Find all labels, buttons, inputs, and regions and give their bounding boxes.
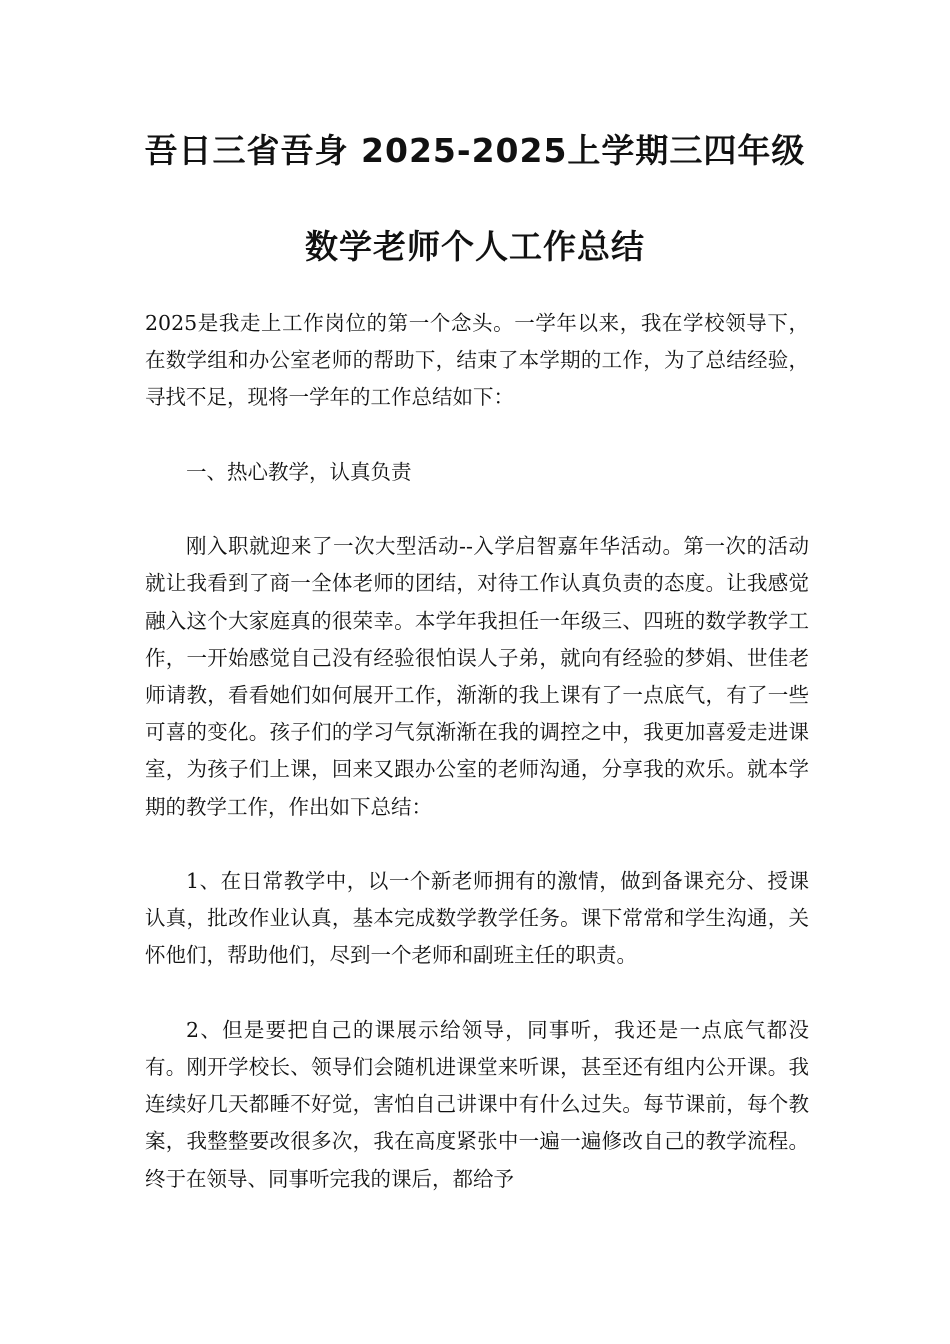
document-title-line-1: 吾日三省吾身 2025-2025上学期三四年级 [144,131,806,170]
intro-paragraph: 2025是我走上工作岗位的第一个念头。一学年以来，我在学校领导下，在数学组和办公室老师的帮助下，结束了本学期的工作，为了总结经验，寻找不足，现将一学年的工作总结如下： [145,311,809,410]
body-paragraph: 1、在日常教学中，以一个新老师拥有的激情，做到备课充分、授课认真，批改作业认真，基本完成数学教学任务。课下常常和学生沟通，关怀他们，帮助他们，尽到一个老师和副班主任的职责。 [145,869,809,968]
section-heading: 一、热心教学，认真负责 [186,459,412,484]
document-body [145,305,809,1235]
body-paragraph: 刚入职就迎来了一次大型活动--入学启智嘉年华活动。第一次的活动就让我看到了商一全体老师的团结，对待工作认真负责的态度。让我感觉融入这个大家庭真的很荣幸。本学年我担任一年级三、四班的数学教学工作，一开始感觉自己没有经验很怕误人子弟，就向有经验的梦娟、世佳老师请教，看看她们如何展开工作，渐渐的我上课有了一点底气，有了一些可喜的变化。孩子们的学习气氛渐渐在我的调控之中，我更加喜爱走进课室，为孩子们上课，回来又跟办公室的老师沟通，分享我的欢乐。就本学期的教学工作，作出如下总结： [145,534,809,819]
document-title-line-2: 数学老师个人工作总结 [305,227,645,266]
body-paragraph: 2、但是要把自己的课展示给领导，同事听，我还是一点底气都没有。刚开学校长、领导们会随机进课堂来听课，甚至还有组内公开课。我连续好几天都睡不好觉，害怕自己讲课中有什么过失。每节课前，每个教案，我整整要改很多次，我在高度紧张中一遍一遍修改自己的教学流程。终于在领导、同事听完我的课后，都给予 [145,1017,809,1191]
